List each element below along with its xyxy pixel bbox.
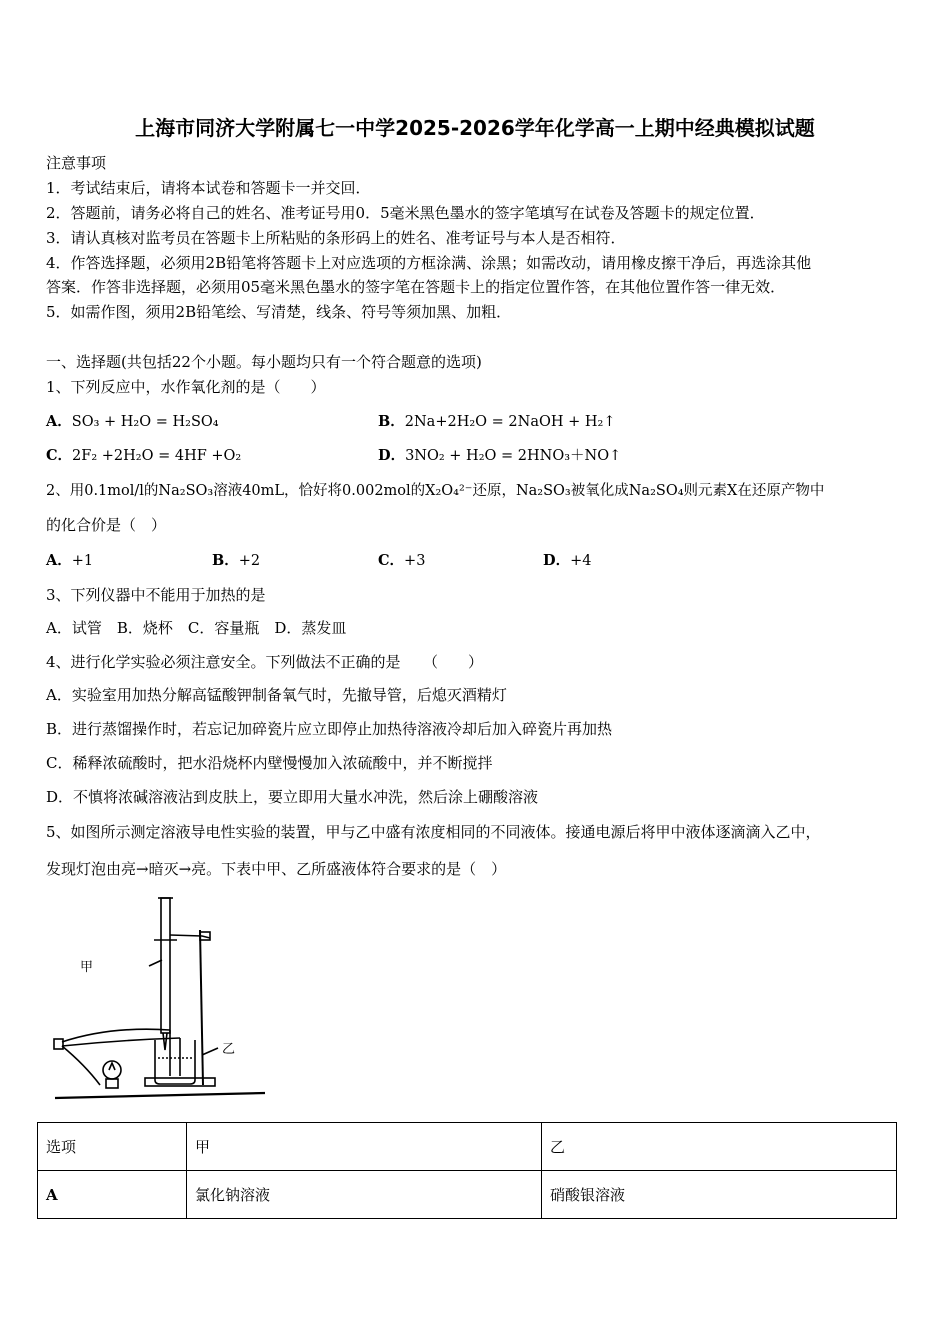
- q4-stem: 4、进行化学实验必须注意安全。下列做法不正确的是 （ ）: [46, 653, 484, 671]
- notice-item: 3．请认真核对监考员在答题卡上所粘贴的条形码上的姓名、准考证号与本人是否相符．: [46, 229, 626, 247]
- q5-stem-line1: 5、如图所示测定溶液导电性实验的装置，甲与乙中盛有浓度相同的不同液体。接通电源后将甲中液体逐滴滴入乙中，: [46, 823, 821, 841]
- label-yi: 乙: [222, 1042, 236, 1057]
- table-header-cell: 选项: [38, 1123, 187, 1171]
- q4-option-a: A．实验室用加热分解高锰酸钾制备氧气时，先撤导管，后熄灭酒精灯: [46, 686, 507, 704]
- option-label: D．: [543, 552, 571, 569]
- q4-option-d: D．不慎将浓碱溶液沾到皮肤上，要立即用大量水冲洗，然后涂上硼酸溶液: [46, 788, 539, 806]
- q2-option-c: [378, 549, 425, 570]
- q4-option-b: B．进行蒸馏操作时，若忘记加碎瓷片应立即停止加热待溶液冷却后加入碎瓷片再加热: [46, 720, 613, 738]
- q4-option-c: C．稀释浓硫酸时，把水沿烧杯内壁慢慢加入浓硫酸中，并不断搅拌: [46, 754, 493, 772]
- notice-item: 5．如需作图，须用2B铅笔绘、写清楚，线条、符号等须加黑、加粗．: [46, 303, 512, 321]
- q1-option-c: [46, 444, 241, 465]
- option-label: C．: [378, 552, 405, 569]
- table-header-cell: 乙: [542, 1123, 897, 1171]
- table-row: [38, 1171, 897, 1219]
- option-text: +1: [71, 553, 94, 569]
- table-header-cell: 甲: [187, 1123, 542, 1171]
- notice-item: 答案．作答非选择题，必须用05毫米黑色墨水的签字笔在答题卡上的指定位置作答，在其他位置作答一律无效．: [46, 278, 786, 296]
- label-jia: 甲: [80, 960, 94, 975]
- table-cell: 硝酸银溶液: [542, 1171, 897, 1219]
- q2-option-b: [212, 549, 260, 570]
- conductivity-apparatus-figure: [50, 890, 280, 1110]
- notice-item: 4．作答选择题，必须用2B铅笔将答题卡上对应选项的方框涂满、涂黑；如需改动，请用橡皮擦干净后，再选涂其他: [46, 254, 812, 272]
- exam-title: 上海市同济大学附属七一中学2025-2026学年化学高一上期中经典模拟试题: [135, 116, 815, 140]
- q2-option-d: [543, 549, 591, 570]
- table-cell: 氯化钠溶液: [187, 1171, 542, 1219]
- notice-heading: 注意事项: [46, 154, 107, 172]
- notice-item: 2．答题前，请务必将自己的姓名、准考证号用0．5毫米黑色墨水的签字笔填写在试卷及答题卡的规定位置．: [46, 204, 765, 222]
- option-label: B．: [378, 413, 405, 430]
- option-text: +2: [238, 553, 261, 569]
- q2-stem-line2: 的化合价是（ ）: [46, 516, 167, 534]
- option-label: C．: [46, 447, 73, 464]
- option-label: D．: [378, 447, 406, 464]
- q1-option-a: [46, 410, 219, 431]
- option-label: A．: [46, 413, 72, 430]
- q1-option-d: [378, 444, 621, 465]
- q2-option-a: [46, 549, 93, 570]
- option-label: B．: [212, 552, 239, 569]
- option-label: A．: [46, 552, 72, 569]
- table-header-row: [38, 1123, 897, 1171]
- section-heading: 一、选择题(共包括22个小题。每小题均只有一个符合题意的选项): [46, 353, 482, 371]
- option-text: 3NO₂ + H₂O = 2HNO₃＋NO↑: [405, 448, 622, 464]
- option-text: 2Na+2H₂O = 2NaOH + H₂↑: [404, 414, 616, 430]
- q3-stem: 3、下列仪器中不能用于加热的是: [46, 586, 266, 604]
- q1-option-b: [378, 410, 615, 431]
- option-text: +3: [404, 553, 426, 569]
- q2-stem-line1: 2、用0.1mol/l的Na₂SO₃溶液40mL，恰好将0.002mol的X₂O₄²⁻还原，Na₂SO₃被氧化成Na₂SO₄则元素X在还原产物中: [46, 483, 825, 499]
- table-cell: A: [38, 1171, 187, 1219]
- q3-options: A．试管 B．烧杯 C．容量瓶 D．蒸发皿: [46, 619, 347, 637]
- q5-table: [37, 1122, 897, 1219]
- option-text: SO₃ + H₂O = H₂SO₄: [71, 414, 219, 430]
- option-text: +4: [570, 553, 592, 569]
- notice-item: 1．考试结束后，请将本试卷和答题卡一并交回．: [46, 179, 371, 197]
- q1-stem: 1、下列反应中，水作氧化剂的是（ ）: [46, 378, 326, 396]
- q5-stem-line2: 发现灯泡由亮→暗灭→亮。下表中甲、乙所盛液体符合要求的是（ ）: [46, 860, 507, 878]
- option-text: 2F₂ +2H₂O = 4HF +O₂: [72, 448, 242, 464]
